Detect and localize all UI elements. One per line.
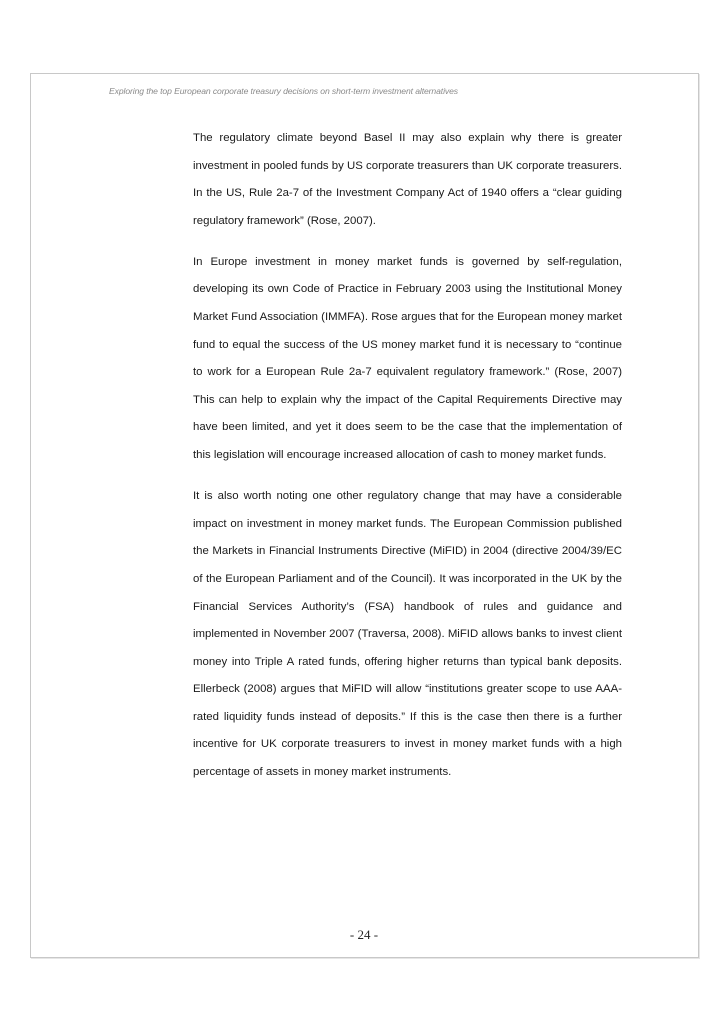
paragraph-mifid: It is also worth noting one other regulatory change that may have a considerable impact on investment in money market funds. The European Commission published the Markets in Financial Instruments Directive (MiFID) in 2004 (directive 2004/39/EC of the European Parliament and of the Council). It was incorporated in the UK by the Financial Services Authority’s (FSA) handbook of rules and guidance and implemented in November 2007 (Traversa, 2008). MiFID allows banks to invest client money into Triple A rated funds, offering higher returns than typical bank deposits. Ellerbeck (2008) argues that MiFID will allow “institutions greater scope to use AAA-rated liquidity funds instead of deposits.” If this is the case then there is a further incentive for UK corporate treasurers to invest in money market funds with a high percentage of assets in money market instruments. bbox=[193, 490, 622, 779]
paragraph-europe-self-regulation: In Europe investment in money market funds is governed by self-regulation, developing its own Code of Practice in February 2003 using the Institutional Money Market Fund Association (IMMFA). Rose argues that for the European money market fund to equal the success of the US money market fund it is necessary to “continue to work for a European Rule 2a-7 equivalent regulatory framework.” (Rose, 2007) This can help to explain why the impact of the Capital Requirements Directive may have been limited, and yet it does seem to be the case that the implementation of this legislation will encourage increased allocation of cash to money market funds. bbox=[193, 255, 622, 462]
paragraph-regulatory-climate: The regulatory climate beyond Basel II may also explain why there is greater investment in pooled funds by US corporate treasurers than UK corporate treasurers. In the US, Rule 2a-7 of the Investment Company Act of 1940 offers a “clear guiding regulatory framework” (Rose, 2007). bbox=[193, 132, 622, 227]
body-text bbox=[193, 125, 622, 800]
page-number: - 24 - bbox=[349, 927, 379, 942]
running-header: Exploring the top European corporate treasury decisions on short-term investment alternatives bbox=[109, 86, 458, 96]
